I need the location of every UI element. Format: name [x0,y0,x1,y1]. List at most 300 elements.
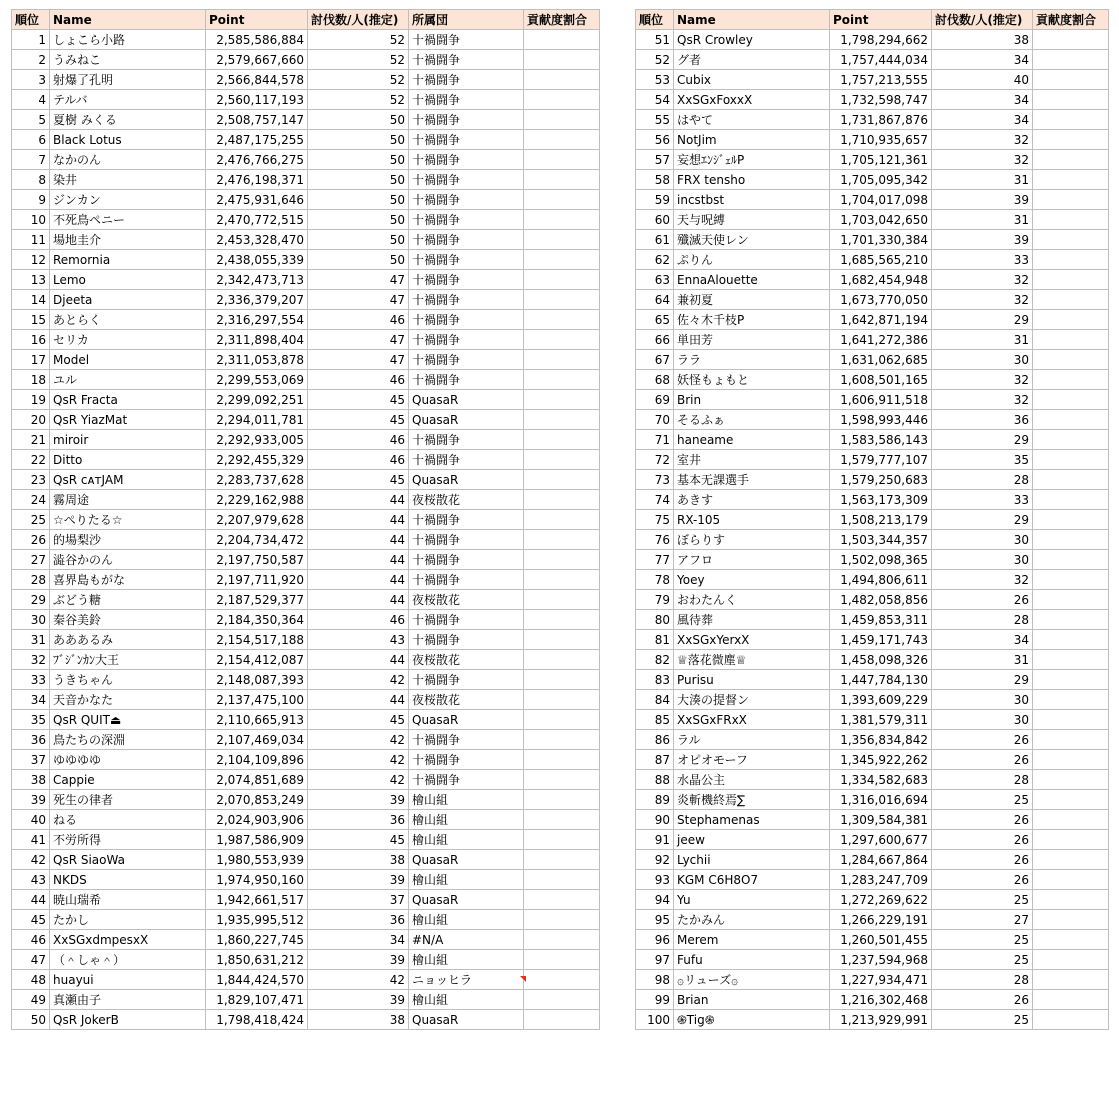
cell-team[interactable]: 十禍闘争 [409,630,524,650]
cell-contrib[interactable] [1033,670,1109,690]
cell-contrib[interactable] [1033,110,1109,130]
cell-name[interactable]: QsR SiaoWa [50,850,206,870]
cell-team[interactable]: 十禍闘争 [409,750,524,770]
cell-team[interactable]: 十禍闘争 [409,550,524,570]
cell-point[interactable]: 1,685,565,210 [830,250,932,270]
header-kills[interactable]: 討伐数/人(推定) [308,10,409,30]
cell-point[interactable]: 2,566,844,578 [206,70,308,90]
cell-point[interactable]: 1,829,107,471 [206,990,308,1010]
cell-rank[interactable]: 89 [636,790,674,810]
cell-kills[interactable]: 36 [308,810,409,830]
cell-name[interactable]: 単田芳 [674,330,830,350]
cell-name[interactable]: 喜界島もがな [50,570,206,590]
cell-rank[interactable]: 86 [636,730,674,750]
cell-name[interactable]: Lemo [50,270,206,290]
cell-contrib[interactable] [524,90,600,110]
cell-kills[interactable]: 34 [308,930,409,950]
cell-rank[interactable]: 29 [12,590,50,610]
cell-name[interactable]: アフロ [674,550,830,570]
cell-rank[interactable]: 74 [636,490,674,510]
cell-rank[interactable]: 45 [12,910,50,930]
cell-point[interactable]: 1,641,272,386 [830,330,932,350]
cell-name[interactable]: たかみん [674,910,830,930]
cell-kills[interactable]: 37 [308,890,409,910]
cell-team[interactable]: 夜桜散花 [409,650,524,670]
cell-kills[interactable]: 31 [932,330,1033,350]
header-team[interactable]: 所属団 [409,10,524,30]
cell-team[interactable]: 十禍闘争 [409,510,524,530]
cell-contrib[interactable] [1033,790,1109,810]
cell-contrib[interactable] [1033,810,1109,830]
cell-rank[interactable]: 90 [636,810,674,830]
cell-team[interactable]: 十禍闘争 [409,50,524,70]
cell-name[interactable]: 霧周途 [50,490,206,510]
cell-contrib[interactable] [1033,750,1109,770]
cell-contrib[interactable] [1033,830,1109,850]
cell-contrib[interactable] [524,550,600,570]
cell-contrib[interactable] [1033,130,1109,150]
cell-point[interactable]: 2,110,665,913 [206,710,308,730]
cell-point[interactable]: 1,381,579,311 [830,710,932,730]
cell-kills[interactable]: 52 [308,90,409,110]
cell-kills[interactable]: 34 [932,110,1033,130]
cell-team[interactable]: 十禍闘争 [409,370,524,390]
cell-point[interactable]: 2,560,117,193 [206,90,308,110]
cell-rank[interactable]: 76 [636,530,674,550]
cell-point[interactable]: 2,207,979,628 [206,510,308,530]
cell-contrib[interactable] [1033,610,1109,630]
cell-team[interactable]: 十禍闘争 [409,530,524,550]
cell-rank[interactable]: 50 [12,1010,50,1030]
cell-rank[interactable]: 55 [636,110,674,130]
cell-rank[interactable]: 32 [12,650,50,670]
cell-rank[interactable]: 65 [636,310,674,330]
cell-contrib[interactable] [524,650,600,670]
cell-point[interactable]: 1,503,344,357 [830,530,932,550]
cell-point[interactable]: 2,070,853,249 [206,790,308,810]
cell-contrib[interactable] [524,130,600,150]
cell-kills[interactable]: 26 [932,730,1033,750]
cell-rank[interactable]: 48 [12,970,50,990]
cell-point[interactable]: 1,583,586,143 [830,430,932,450]
cell-rank[interactable]: 26 [12,530,50,550]
cell-point[interactable]: 1,272,269,622 [830,890,932,910]
cell-rank[interactable]: 18 [12,370,50,390]
cell-contrib[interactable] [524,230,600,250]
cell-kills[interactable]: 46 [308,450,409,470]
cell-point[interactable]: 1,642,871,194 [830,310,932,330]
cell-name[interactable]: はやて [674,110,830,130]
cell-kills[interactable]: 46 [308,310,409,330]
cell-kills[interactable]: 50 [308,190,409,210]
cell-point[interactable]: 1,345,922,262 [830,750,932,770]
cell-rank[interactable]: 51 [636,30,674,50]
cell-point[interactable]: 2,292,933,005 [206,430,308,450]
cell-name[interactable]: QsR Fracta [50,390,206,410]
cell-name[interactable]: Black Lotus [50,130,206,150]
cell-contrib[interactable] [524,890,600,910]
cell-team[interactable]: 檜山組 [409,990,524,1010]
cell-contrib[interactable] [524,770,600,790]
cell-contrib[interactable] [524,570,600,590]
cell-rank[interactable]: 77 [636,550,674,570]
cell-team[interactable]: 十禍闘争 [409,310,524,330]
cell-name[interactable]: Model [50,350,206,370]
cell-team[interactable]: 檜山組 [409,910,524,930]
cell-point[interactable]: 1,757,444,034 [830,50,932,70]
cell-contrib[interactable] [524,990,600,1010]
cell-rank[interactable]: 82 [636,650,674,670]
cell-point[interactable]: 1,260,501,455 [830,930,932,950]
cell-kills[interactable]: 42 [308,670,409,690]
cell-rank[interactable]: 7 [12,150,50,170]
cell-name[interactable]: haneame [674,430,830,450]
cell-team[interactable]: 檜山組 [409,870,524,890]
cell-rank[interactable]: 79 [636,590,674,610]
cell-point[interactable]: 2,148,087,393 [206,670,308,690]
cell-name[interactable]: 秦谷美鈴 [50,610,206,630]
cell-name[interactable]: オピオモーフ [674,750,830,770]
cell-name[interactable]: ジンカン [50,190,206,210]
cell-kills[interactable]: 45 [308,470,409,490]
cell-contrib[interactable] [524,690,600,710]
cell-kills[interactable]: 26 [932,590,1033,610]
cell-point[interactable]: 1,704,017,098 [830,190,932,210]
cell-contrib[interactable] [1033,350,1109,370]
cell-contrib[interactable] [1033,990,1109,1010]
cell-team[interactable]: 十禍闘争 [409,570,524,590]
cell-contrib[interactable] [1033,270,1109,290]
cell-contrib[interactable] [1033,410,1109,430]
cell-point[interactable]: 1,316,016,694 [830,790,932,810]
cell-name[interactable]: Remornia [50,250,206,270]
cell-point[interactable]: 2,476,198,371 [206,170,308,190]
cell-rank[interactable]: 91 [636,830,674,850]
cell-name[interactable]: FRX tensho [674,170,830,190]
cell-contrib[interactable] [524,910,600,930]
cell-kills[interactable]: 29 [932,310,1033,330]
cell-kills[interactable]: 36 [308,910,409,930]
cell-rank[interactable]: 28 [12,570,50,590]
cell-name[interactable]: 妖怪もょもと [674,370,830,390]
cell-contrib[interactable] [1033,210,1109,230]
cell-kills[interactable]: 39 [308,790,409,810]
cell-contrib[interactable] [1033,150,1109,170]
cell-point[interactable]: 1,227,934,471 [830,970,932,990]
cell-rank[interactable]: 59 [636,190,674,210]
cell-kills[interactable]: 25 [932,790,1033,810]
cell-rank[interactable]: 13 [12,270,50,290]
cell-contrib[interactable] [1033,770,1109,790]
cell-team[interactable]: 十禍闘争 [409,170,524,190]
cell-contrib[interactable] [1033,310,1109,330]
cell-rank[interactable]: 94 [636,890,674,910]
cell-point[interactable]: 1,579,250,683 [830,470,932,490]
cell-point[interactable]: 1,673,770,050 [830,290,932,310]
cell-rank[interactable]: 34 [12,690,50,710]
cell-rank[interactable]: 5 [12,110,50,130]
cell-name[interactable]: ぶどう糖 [50,590,206,610]
cell-kills[interactable]: 26 [932,990,1033,1010]
cell-contrib[interactable] [1033,690,1109,710]
cell-name[interactable]: （＾しゃ＾） [50,950,206,970]
cell-contrib[interactable] [524,390,600,410]
cell-kills[interactable]: 28 [932,610,1033,630]
cell-kills[interactable]: 30 [932,690,1033,710]
cell-name[interactable]: Fufu [674,950,830,970]
cell-point[interactable]: 1,266,229,191 [830,910,932,930]
cell-name[interactable]: ユル [50,370,206,390]
cell-name[interactable]: なかのん [50,150,206,170]
cell-team[interactable]: 十禍闘争 [409,190,524,210]
cell-rank[interactable]: 97 [636,950,674,970]
cell-rank[interactable]: 40 [12,810,50,830]
cell-kills[interactable]: 31 [932,210,1033,230]
cell-rank[interactable]: 83 [636,670,674,690]
cell-contrib[interactable] [524,110,600,130]
cell-point[interactable]: 2,311,898,404 [206,330,308,350]
cell-rank[interactable]: 49 [12,990,50,1010]
cell-team[interactable]: 十禍闘争 [409,230,524,250]
cell-point[interactable]: 2,579,667,660 [206,50,308,70]
cell-kills[interactable]: 50 [308,250,409,270]
cell-kills[interactable]: 44 [308,570,409,590]
cell-name[interactable]: うきちゃん [50,670,206,690]
cell-name[interactable]: たかし [50,910,206,930]
cell-rank[interactable]: 63 [636,270,674,290]
cell-point[interactable]: 1,458,098,326 [830,650,932,670]
cell-rank[interactable]: 57 [636,150,674,170]
cell-point[interactable]: 1,356,834,842 [830,730,932,750]
cell-rank[interactable]: 87 [636,750,674,770]
cell-point[interactable]: 1,447,784,130 [830,670,932,690]
cell-point[interactable]: 1,459,171,743 [830,630,932,650]
cell-name[interactable]: 場地圭介 [50,230,206,250]
cell-name[interactable]: 天与呪縛 [674,210,830,230]
header-rank[interactable]: 順位 [636,10,674,30]
cell-team[interactable]: 十禍闘争 [409,350,524,370]
cell-team[interactable]: QuasaR [409,890,524,910]
cell-contrib[interactable] [1033,970,1109,990]
cell-kills[interactable]: 25 [932,1010,1033,1030]
cell-contrib[interactable] [1033,90,1109,110]
cell-contrib[interactable] [524,170,600,190]
cell-contrib[interactable] [524,410,600,430]
cell-name[interactable]: 殲滅天使レン [674,230,830,250]
cell-name[interactable]: Stephamenas [674,810,830,830]
cell-name[interactable]: 天音かなた [50,690,206,710]
cell-contrib[interactable] [1033,950,1109,970]
cell-kills[interactable]: 45 [308,390,409,410]
cell-name[interactable]: ラル [674,730,830,750]
header-name[interactable]: Name [50,10,206,30]
cell-team[interactable]: QuasaR [409,410,524,430]
cell-rank[interactable]: 33 [12,670,50,690]
cell-name[interactable]: あきす [674,490,830,510]
cell-name[interactable]: XxSGxFRxX [674,710,830,730]
cell-contrib[interactable] [524,290,600,310]
cell-name[interactable]: EnnaAlouette [674,270,830,290]
cell-point[interactable]: 2,283,737,628 [206,470,308,490]
cell-point[interactable]: 1,334,582,683 [830,770,932,790]
cell-rank[interactable]: 15 [12,310,50,330]
cell-point[interactable]: 2,292,455,329 [206,450,308,470]
cell-name[interactable]: QsR JokerB [50,1010,206,1030]
cell-rank[interactable]: 81 [636,630,674,650]
cell-point[interactable]: 1,980,553,939 [206,850,308,870]
cell-kills[interactable]: 39 [932,190,1033,210]
cell-team[interactable]: 夜桜散花 [409,590,524,610]
cell-contrib[interactable] [524,590,600,610]
cell-rank[interactable]: 21 [12,430,50,450]
cell-name[interactable]: あああるみ [50,630,206,650]
cell-rank[interactable]: 70 [636,410,674,430]
cell-name[interactable]: ぷりん [674,250,830,270]
cell-point[interactable]: 2,204,734,472 [206,530,308,550]
header-rank[interactable]: 順位 [12,10,50,30]
cell-contrib[interactable] [524,810,600,830]
cell-point[interactable]: 1,213,929,991 [830,1010,932,1030]
cell-rank[interactable]: 2 [12,50,50,70]
cell-name[interactable]: 夏樹 みくる [50,110,206,130]
cell-contrib[interactable] [524,970,600,990]
cell-kills[interactable]: 39 [308,990,409,1010]
cell-contrib[interactable] [1033,510,1109,530]
cell-name[interactable]: incstbst [674,190,830,210]
cell-name[interactable]: 鳥たちの深淵 [50,730,206,750]
cell-point[interactable]: 1,216,302,468 [830,990,932,1010]
cell-kills[interactable]: 46 [308,370,409,390]
cell-rank[interactable]: 99 [636,990,674,1010]
cell-rank[interactable]: 46 [12,930,50,950]
cell-contrib[interactable] [1033,450,1109,470]
cell-kills[interactable]: 44 [308,510,409,530]
cell-name[interactable]: Djeeta [50,290,206,310]
cell-name[interactable]: miroir [50,430,206,450]
cell-rank[interactable]: 67 [636,350,674,370]
cell-name[interactable]: しょこら小路 [50,30,206,50]
cell-kills[interactable]: 35 [932,450,1033,470]
cell-kills[interactable]: 26 [932,870,1033,890]
cell-rank[interactable]: 60 [636,210,674,230]
cell-kills[interactable]: 33 [932,490,1033,510]
cell-name[interactable]: Purisu [674,670,830,690]
cell-contrib[interactable] [524,430,600,450]
cell-rank[interactable]: 92 [636,850,674,870]
cell-point[interactable]: 2,299,553,069 [206,370,308,390]
cell-team[interactable]: 十禍闘争 [409,330,524,350]
cell-kills[interactable]: 26 [932,750,1033,770]
cell-kills[interactable]: 39 [932,230,1033,250]
cell-name[interactable]: ねる [50,810,206,830]
cell-name[interactable]: 不労所得 [50,830,206,850]
cell-contrib[interactable] [1033,370,1109,390]
cell-kills[interactable]: 52 [308,50,409,70]
cell-point[interactable]: 1,974,950,160 [206,870,308,890]
cell-team[interactable]: 夜桜散花 [409,490,524,510]
cell-name[interactable]: ۞リューズ۞ [674,970,830,990]
cell-kills[interactable]: 39 [308,950,409,970]
cell-rank[interactable]: 6 [12,130,50,150]
cell-point[interactable]: 1,710,935,657 [830,130,932,150]
cell-point[interactable]: 2,104,109,896 [206,750,308,770]
cell-team[interactable]: 檜山組 [409,830,524,850]
cell-contrib[interactable] [1033,1010,1109,1030]
cell-name[interactable]: うみねこ [50,50,206,70]
cell-kills[interactable]: 26 [932,850,1033,870]
cell-kills[interactable]: 38 [932,30,1033,50]
cell-contrib[interactable] [1033,730,1109,750]
header-kills[interactable]: 討伐数/人(推定) [932,10,1033,30]
cell-rank[interactable]: 69 [636,390,674,410]
cell-contrib[interactable] [524,1010,600,1030]
cell-point[interactable]: 2,024,903,906 [206,810,308,830]
cell-rank[interactable]: 31 [12,630,50,650]
cell-contrib[interactable] [524,530,600,550]
cell-contrib[interactable] [524,790,600,810]
cell-name[interactable]: 不死鳥ペニー [50,210,206,230]
cell-kills[interactable]: 36 [932,410,1033,430]
cell-point[interactable]: 2,453,328,470 [206,230,308,250]
cell-contrib[interactable] [1033,330,1109,350]
cell-rank[interactable]: 80 [636,610,674,630]
cell-kills[interactable]: 42 [308,970,409,990]
cell-contrib[interactable] [1033,250,1109,270]
cell-contrib[interactable] [524,510,600,530]
cell-rank[interactable]: 37 [12,750,50,770]
cell-point[interactable]: 1,502,098,365 [830,550,932,570]
cell-contrib[interactable] [524,350,600,370]
cell-point[interactable]: 2,137,475,100 [206,690,308,710]
cell-team[interactable]: 檜山組 [409,950,524,970]
cell-name[interactable]: Lychii [674,850,830,870]
cell-name[interactable]: テルバ [50,90,206,110]
cell-contrib[interactable] [1033,70,1109,90]
cell-name[interactable]: 風待葬 [674,610,830,630]
cell-point[interactable]: 2,154,412,087 [206,650,308,670]
cell-point[interactable]: 1,494,806,611 [830,570,932,590]
cell-contrib[interactable] [524,30,600,50]
cell-name[interactable]: Cappie [50,770,206,790]
cell-kills[interactable]: 47 [308,350,409,370]
cell-point[interactable]: 2,184,350,364 [206,610,308,630]
cell-name[interactable]: 的場梨沙 [50,530,206,550]
header-contrib[interactable]: 貢献度割合 [1033,10,1109,30]
cell-point[interactable]: 1,284,667,864 [830,850,932,870]
cell-point[interactable]: 1,732,598,747 [830,90,932,110]
cell-name[interactable]: NKDS [50,870,206,890]
cell-contrib[interactable] [524,630,600,650]
cell-kills[interactable]: 32 [932,130,1033,150]
cell-rank[interactable]: 11 [12,230,50,250]
cell-rank[interactable]: 72 [636,450,674,470]
cell-point[interactable]: 1,579,777,107 [830,450,932,470]
cell-point[interactable]: 2,476,766,275 [206,150,308,170]
cell-kills[interactable]: 44 [308,650,409,670]
cell-kills[interactable]: 47 [308,330,409,350]
cell-rank[interactable]: 10 [12,210,50,230]
cell-kills[interactable]: 32 [932,370,1033,390]
cell-rank[interactable]: 62 [636,250,674,270]
cell-kills[interactable]: 25 [932,890,1033,910]
cell-contrib[interactable] [524,150,600,170]
cell-point[interactable]: 1,703,042,650 [830,210,932,230]
cell-rank[interactable]: 54 [636,90,674,110]
cell-contrib[interactable] [1033,470,1109,490]
cell-point[interactable]: 1,798,418,424 [206,1010,308,1030]
cell-kills[interactable]: 50 [308,130,409,150]
cell-rank[interactable]: 75 [636,510,674,530]
